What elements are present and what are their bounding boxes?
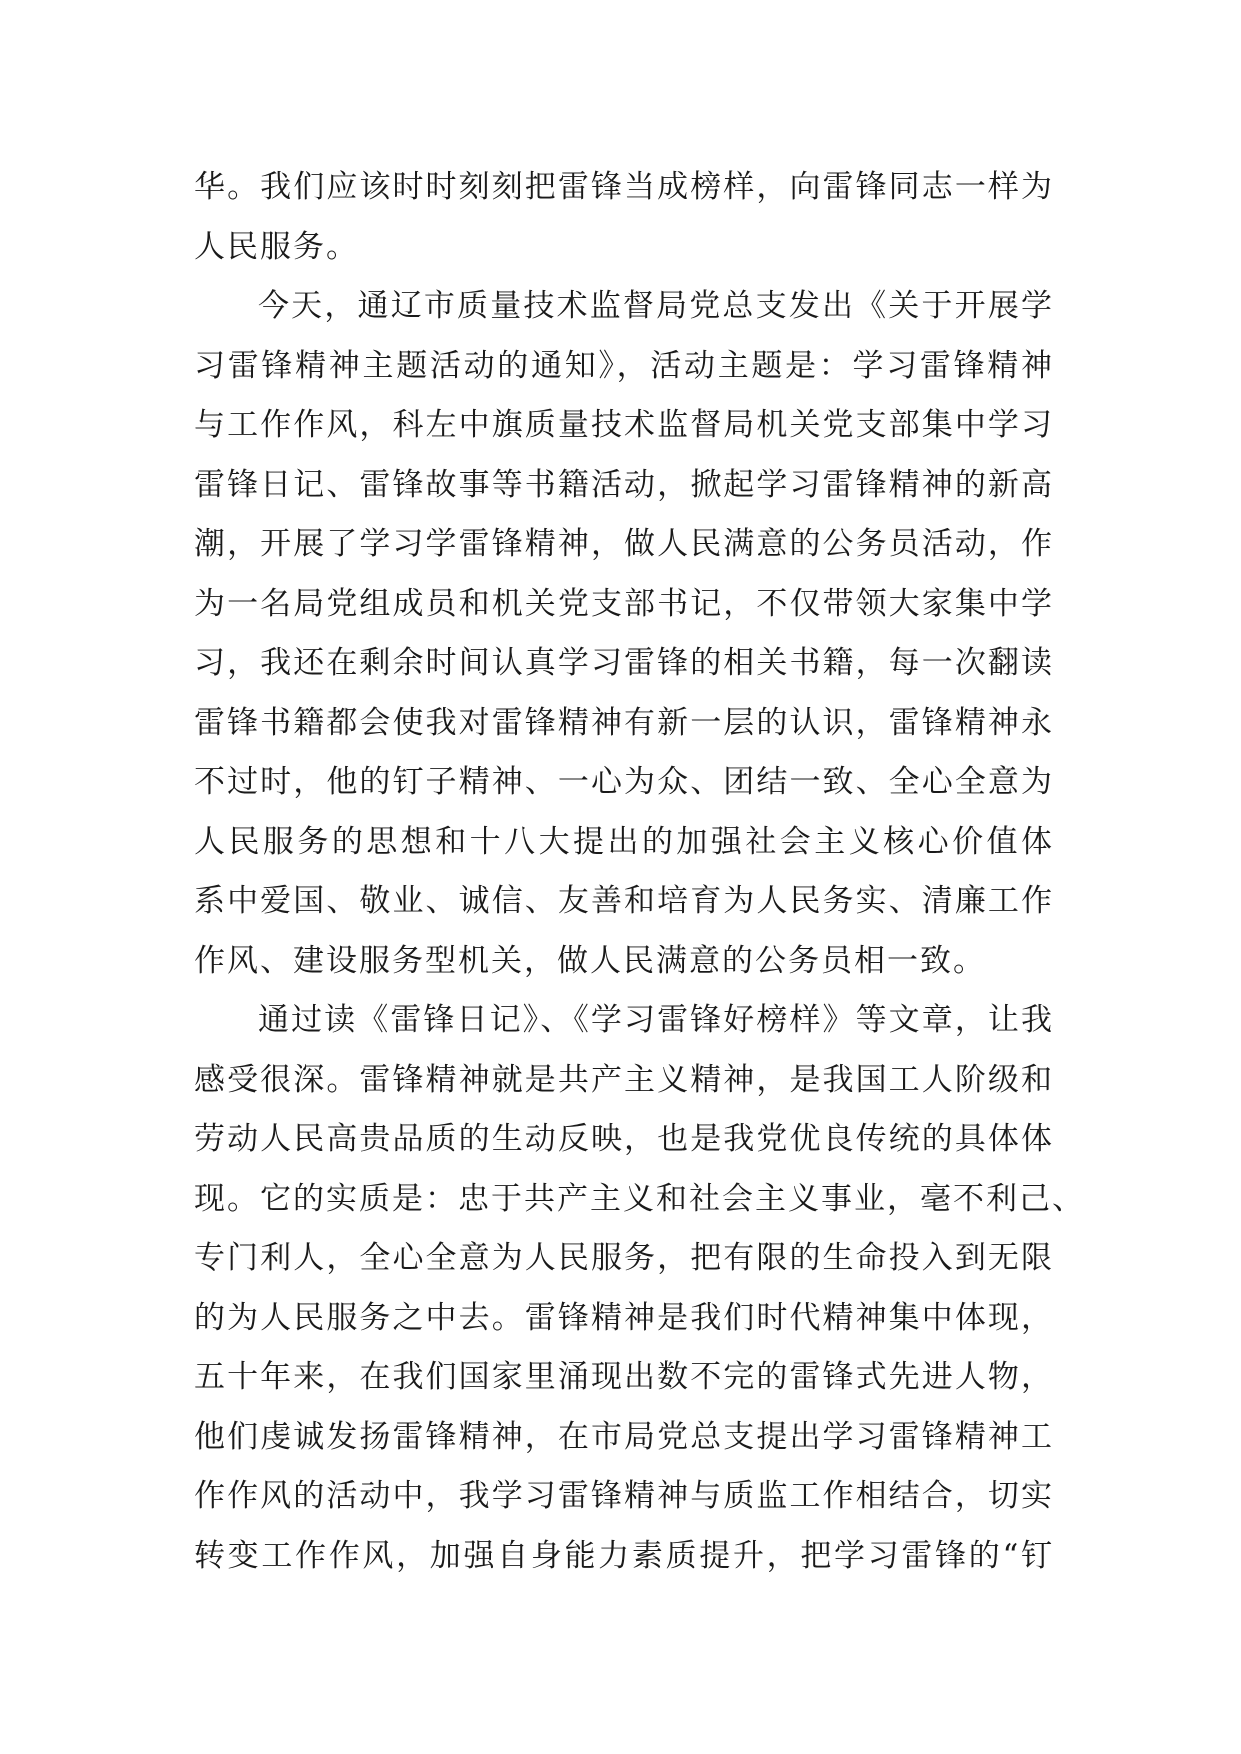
text-line: 潮，开展了学习学雷锋精神，做人民满意的公务员活动，作	[194, 526, 1054, 562]
text-line: 习雷锋精神主题活动的通知》，活动主题是：学习雷锋精神	[194, 347, 1054, 384]
text-line: 作作风的活动中，我学习雷锋精神与质监工作相结合，切实	[194, 1478, 1054, 1514]
text-line: 不过时，他的钉子精神、一心为众、团结一致、全心全意为	[194, 764, 1054, 800]
text-line: 现。它的实质是：忠于共产主义和社会主义事业，毫不利己、	[194, 1180, 1085, 1217]
text-line: 系中爱国、敬业、诚信、友善和培育为人民务实、清廉工作	[194, 883, 1054, 919]
text-line: 人民服务。	[194, 228, 359, 265]
text-line: 通过读《雷锋日记》、《学习雷锋好榜样》等文章，让我	[258, 1002, 1054, 1038]
text-line: 雷锋书籍都会使我对雷锋精神有新一层的认识，雷锋精神永	[194, 704, 1054, 741]
paragraph	[194, 991, 1085, 1586]
text-line: 专门利人，全心全意为人民服务，把有限的生命投入到无限	[194, 1240, 1054, 1276]
text-line: 为一名局党组成员和机关党支部书记，不仅带领大家集中学	[194, 585, 1054, 622]
text-line: 人民服务的思想和十八大提出的加强社会主义核心价值体	[194, 823, 1054, 860]
body-text	[194, 158, 1085, 1586]
text-line: 劳动人民高贵品质的生动反映，也是我党优良传统的具体体	[194, 1121, 1054, 1157]
text-line: 华。我们应该时时刻刻把雷锋当成榜样，向雷锋同志一样为	[194, 169, 1054, 205]
text-line: 作风、建设服务型机关，做人民满意的公务员相一致。	[194, 942, 986, 979]
paragraph	[194, 277, 1054, 991]
text-line: 他们虔诚发扬雷锋精神，在市局党总支提出学习雷锋精神工	[194, 1418, 1054, 1455]
text-line: 转变工作作风，加强自身能力素质提升，把学习雷锋的“钉	[194, 1537, 1054, 1574]
text-line: 五十年来，在我们国家里涌现出数不完的雷锋式先进人物，	[194, 1359, 1054, 1395]
paragraph	[194, 158, 1054, 277]
text-line: 雷锋日记、雷锋故事等书籍活动，掀起学习雷锋精神的新高	[194, 466, 1054, 503]
text-line: 习，我还在剩余时间认真学习雷锋的相关书籍，每一次翻读	[194, 645, 1054, 681]
text-line: 与工作作风，科左中旗质量技术监督局机关党支部集中学习	[194, 407, 1054, 443]
text-line: 感受很深。雷锋精神就是共产主义精神，是我国工人阶级和	[194, 1061, 1054, 1098]
text-line: 的为人民服务之中去。雷锋精神是我们时代精神集中体现，	[194, 1299, 1054, 1336]
text-line: 今天，通辽市质量技术监督局党总支发出《关于开展学	[258, 288, 1054, 324]
